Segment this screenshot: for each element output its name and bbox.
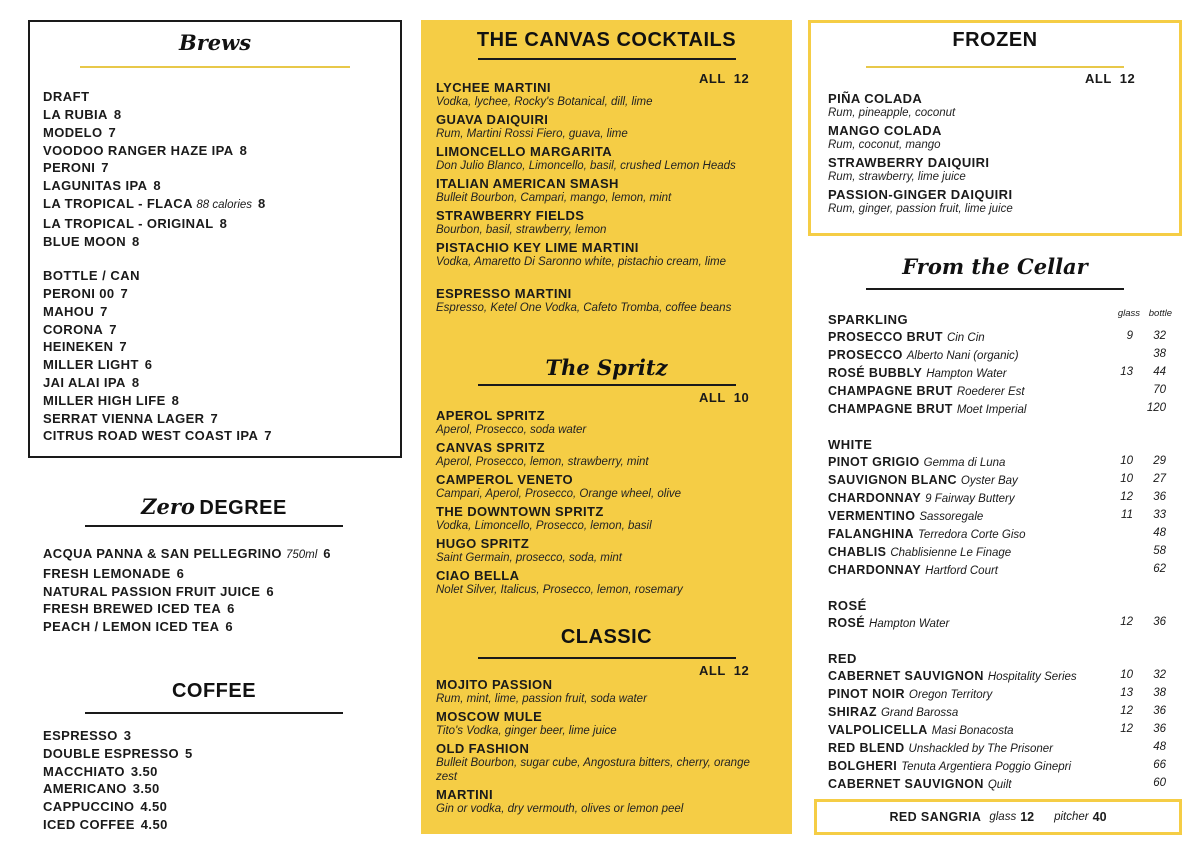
list-item: NATURAL PASSION FRUIT JUICE 6 (43, 583, 275, 599)
list-item: CAMPEROL VENETO Campari, Aperol, Prosecco, Orange wheel, olive (436, 472, 682, 500)
spritz-title: The Spritz (545, 355, 668, 380)
list-item: MILLER LIGHT 6 (43, 357, 153, 373)
list-item: FRESH LEMONADE 6 (43, 565, 185, 581)
list-item: BLUE MOON 8 (43, 233, 140, 249)
sparkling-heading: SPARKLING (828, 312, 909, 327)
wine-row: VALPOLICELLA Masi Bonacosta 12 36 (828, 723, 1166, 737)
list-item: CORONA 7 (43, 321, 117, 337)
rose-heading: ROSÉ (828, 598, 867, 613)
cellar-bottle-label: bottle (1148, 308, 1172, 319)
list-item: FRESH BREWED ICED TEA 6 (43, 601, 235, 617)
wine-row: ROSÉ BUBBLY Hampton Water 13 44 (828, 366, 1166, 380)
list-item: VOODOO RANGER HAZE IPA 8 (43, 142, 248, 158)
wine-row: CHAMPAGNE BRUT Moet Imperial 120 (828, 402, 1166, 416)
wine-row: CHARDONNAY Hartford Court 62 (828, 563, 1166, 577)
bottle-list (43, 285, 393, 445)
list-item: THE DOWNTOWN SPRITZ Vodka, Limoncello, Prosecco, lemon, basil (436, 504, 652, 532)
wine-row: SAUVIGNON BLANC Oyster Bay 10 27 (828, 473, 1166, 487)
list-item: MILLER HIGH LIFE 8 (43, 392, 180, 408)
list-item: PERONI 7 (43, 160, 109, 176)
wine-row: PINOT NOIR Oregon Territory 13 38 (828, 687, 1166, 701)
list-item: AMERICANO 3.50 (43, 781, 160, 797)
frozen-price: ALL 12 (1085, 71, 1136, 86)
brews-title-rule (80, 66, 350, 68)
classic-list (436, 677, 781, 819)
list-item: LAGUNITAS IPA 8 (43, 178, 162, 194)
wine-row: FALANGHINA Terredora Corte Giso 48 (828, 527, 1166, 541)
frozen-title: FROZEN (952, 29, 1038, 51)
list-item: GUAVA DAIQUIRI Rum, Martini Rossi Fiero, guava, lime (436, 112, 628, 140)
zero-degree-title-script: Zero (141, 494, 195, 519)
list-item: PEACH / LEMON ICED TEA 6 (43, 619, 234, 635)
list-item: MODELO 7 (43, 124, 117, 140)
cellar-title: From the Cellar (902, 254, 1088, 279)
list-item: HEINEKEN 7 (43, 339, 128, 355)
sangria-pitcher-price: 40 (1092, 810, 1107, 824)
wine-row: PINOT GRIGIO Gemma di Luna 10 29 (828, 455, 1166, 469)
zero-degree-list (43, 545, 393, 636)
list-item: STRAWBERRY FIELDS Bourbon, basil, strawberry, lemon (436, 208, 607, 236)
frozen-rule (866, 66, 1124, 68)
draft-list (43, 106, 393, 250)
wine-row: CHAMPAGNE BRUT Roederer Est 70 (828, 384, 1166, 398)
list-item: SERRAT VIENNA LAGER 7 (43, 410, 219, 426)
zero-degree-rule (85, 525, 343, 527)
list-item: STRAWBERRY DAIQUIRI Rum, strawberry, lime juice (828, 155, 990, 183)
list-item: JAI ALAI IPA 8 (43, 374, 140, 390)
cocktails-title: THE CANVAS COCKTAILS (476, 29, 737, 51)
white-heading: WHITE (828, 437, 873, 452)
list-item: MANGO COLADA Rum, coconut, mango (828, 123, 942, 151)
draft-heading: DRAFT (43, 89, 90, 104)
wine-row: PROSECCO Alberto Nani (organic) 38 (828, 348, 1166, 362)
spritz-price: ALL 10 (699, 390, 750, 405)
list-item: LA TROPICAL - FLACA 88 calories 8 (43, 195, 266, 211)
wine-row: CHABLIS Chablisienne Le Finage 58 (828, 545, 1166, 559)
list-item: LIMONCELLO MARGARITA Don Julio Blanco, Limoncello, basil, crushed Lemon Heads (436, 144, 736, 172)
wine-row: VERMENTINO Sassoregale 11 33 (828, 509, 1166, 523)
list-item: PISTACHIO KEY LIME MARTINI Vodka, Amaretto Di Saronno white, pistachio cream, lime (436, 240, 726, 268)
list-item: MOJITO PASSION Rum, mint, lime, passion fruit, soda water (436, 677, 647, 705)
coffee-list (43, 727, 393, 834)
list-item: ITALIAN AMERICAN SMASH Bulleit Bourbon, Campari, mango, lemon, mint (436, 176, 672, 204)
list-item: ICED COFFEE 4.50 (43, 816, 168, 832)
zero-degree-title-block: DEGREE (199, 497, 287, 519)
list-item: PERONI 00 7 (43, 286, 129, 301)
list-item: DOUBLE ESPRESSO 5 (43, 745, 193, 761)
list-item: APEROL SPRITZ Aperol, Prosecco, soda water (436, 408, 587, 436)
red-heading: RED (828, 651, 857, 666)
cocktails-price: ALL 12 (699, 71, 750, 86)
list-item: PIÑA COLADA Rum, pineapple, coconut (828, 91, 956, 119)
list-item: LA RUBIA 8 (43, 107, 122, 122)
classic-rule (478, 657, 736, 659)
list-item: CANVAS SPRITZ Aperol, Prosecco, lemon, strawberry, mint (436, 440, 649, 468)
list-item: ESPRESSO 3 (43, 728, 132, 743)
brews-title: Brews (178, 30, 252, 55)
list-item: CAPPUCCINO 4.50 (43, 799, 168, 815)
list-item: MARTINI Gin or vodka, dry vermouth, olives or lemon peel (436, 787, 684, 815)
wine-row: CHARDONNAY 9 Fairway Buttery 12 36 (828, 491, 1166, 505)
list-item: CIAO BELLA Nolet Silver, Italicus, Prosecco, lemon, rosemary (436, 568, 683, 596)
sangria-box (814, 799, 1182, 835)
bottle-heading: BOTTLE / CAN (43, 268, 140, 283)
list-item: ESPRESSO MARTINI Espresso, Ketel One Vodka, Cafeto Tromba, coffee beans (436, 286, 732, 314)
sangria-glass-price: 12 (1020, 810, 1035, 824)
wine-row: RED BLEND Unshackled by The Prisoner 48 (828, 741, 1166, 755)
classic-title: CLASSIC (560, 626, 653, 648)
list-item: MOSCOW MULE Tito's Vodka, ginger beer, lime juice (436, 709, 617, 737)
list-item: OLD FASHION Bulleit Bourbon, sugar cube, Angostura bitters, cherry, orange zest (436, 741, 750, 783)
list-item: ACQUA PANNA & SAN PELLEGRINO 750ml 6 (43, 546, 331, 561)
list-item: LA TROPICAL - ORIGINAL 8 (43, 215, 228, 231)
list-item: PASSION-GINGER DAIQUIRI Rum, ginger, passion fruit, lime juice (828, 187, 1013, 215)
list-item: MACCHIATO 3.50 (43, 763, 158, 779)
sangria-glass-label: glass (989, 811, 1017, 823)
wine-row: ROSÉ Hampton Water 12 36 (828, 616, 1166, 630)
wine-row: CABERNET SAUVIGNON Quilt 60 (828, 777, 1166, 791)
wine-row: CABERNET SAUVIGNON Hospitality Series 10 32 (828, 669, 1166, 683)
sangria-name: RED SANGRIA (889, 810, 982, 824)
cellar-glass-label: glass (1117, 308, 1140, 319)
classic-price: ALL 12 (699, 663, 750, 678)
list-item: MAHOU 7 (43, 303, 108, 319)
list-item: CITRUS ROAD WEST COAST IPA 7 (43, 428, 272, 444)
wine-row: SHIRAZ Grand Barossa 12 36 (828, 705, 1166, 719)
list-item: HUGO SPRITZ Saint Germain, prosecco, soda, mint (436, 536, 622, 564)
zero-degree-title (85, 494, 343, 520)
sangria-pitcher-label: pitcher (1054, 811, 1089, 823)
spritz-list (436, 408, 781, 600)
list-item: LYCHEE MARTINI Vodka, lychee, Rocky's Botanical, dill, lime (436, 80, 653, 108)
wine-row: BOLGHERI Tenuta Argentiera Poggio Ginepri 66 (828, 759, 1166, 773)
wine-row: PROSECCO BRUT Cin Cin 9 32 (828, 330, 1166, 344)
cellar-rule (866, 288, 1124, 290)
coffee-rule (85, 712, 343, 714)
cocktails-rule (478, 58, 736, 60)
spritz-rule (478, 384, 736, 386)
cocktails-list (436, 80, 781, 318)
frozen-list (828, 91, 1168, 219)
coffee-title: COFFEE (171, 680, 257, 702)
